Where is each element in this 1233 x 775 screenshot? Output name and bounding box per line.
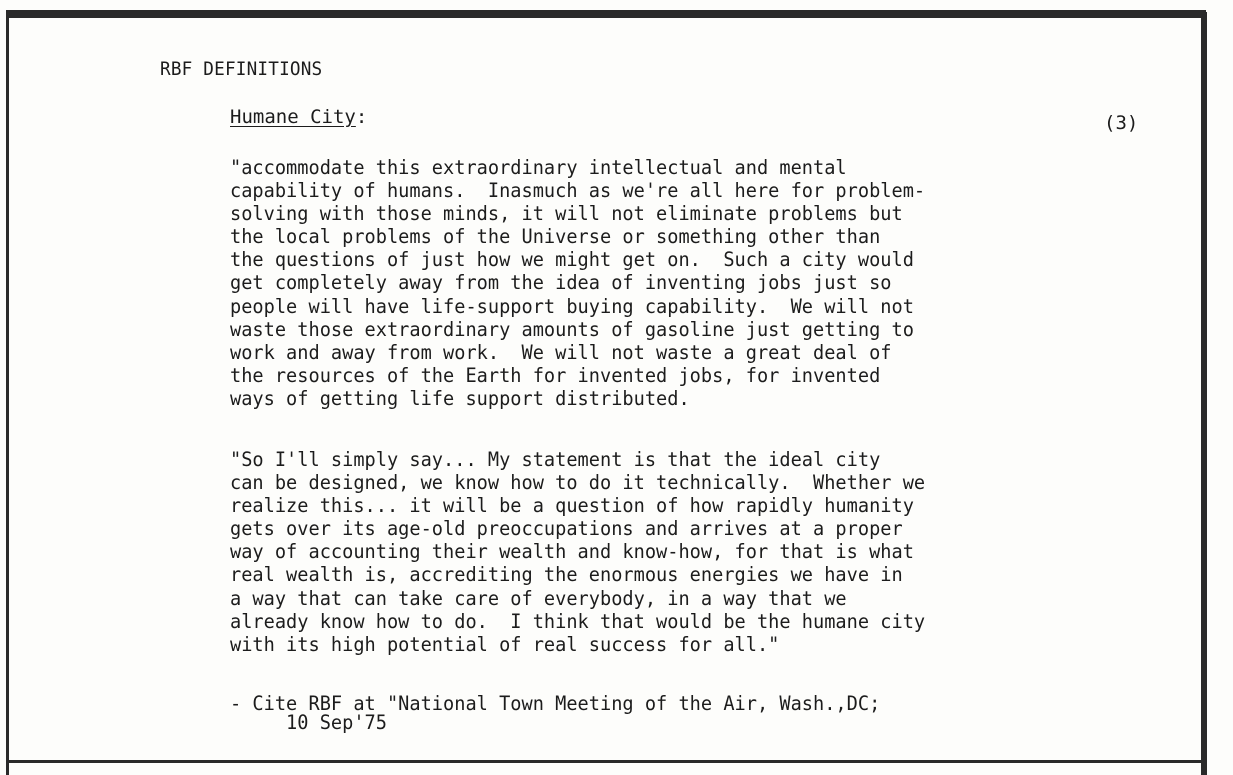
citation: - Cite RBF at "National Town Meeting of the Air, Wash.,DC; 10 Sep'75 [230,692,881,734]
page-border-top [6,10,1206,18]
page-border-bottom [6,760,1206,763]
entry-title-colon: : [355,106,368,128]
quote-paragraph-2: "So I'll simply say... My statement is that the ideal city can be designed, we know how to do it technically. Whether we realize this... it will be a question of how rapidly humanity gets over its age-old preoccupations and arrives at a proper way of accounting their wealth and know-how, for that is what real wealth is, accrediting the enormous energies we have in a way that can take care of everybody, in a way that we already know how to do. I think that would be the humane city with its high potential of real success for all." [230,448,926,656]
document-header: RBF DEFINITIONS [160,58,323,80]
entry-title: Humane City [230,106,356,128]
page-border-left [6,10,9,775]
page-number: (3) [1104,112,1139,134]
entry-title-line [230,106,367,128]
page-border-right [1201,12,1207,775]
quote-paragraph-1: "accommodate this extraordinary intellectual and mental capability of humans. Inasmuch as we're all here for problem- solving with those minds, it will not eliminate problems but the local problems of the Universe or something other than the questions of just how we might get on. Such a city would get completely away from the idea of inventing jobs just so people will have life-support buying capability. We will not waste those extraordinary amounts of gasoline just getting to work and away from work. We will not waste a great deal of the resources of the Earth for invented jobs, for invented ways of getting life support distributed. [230,156,926,410]
